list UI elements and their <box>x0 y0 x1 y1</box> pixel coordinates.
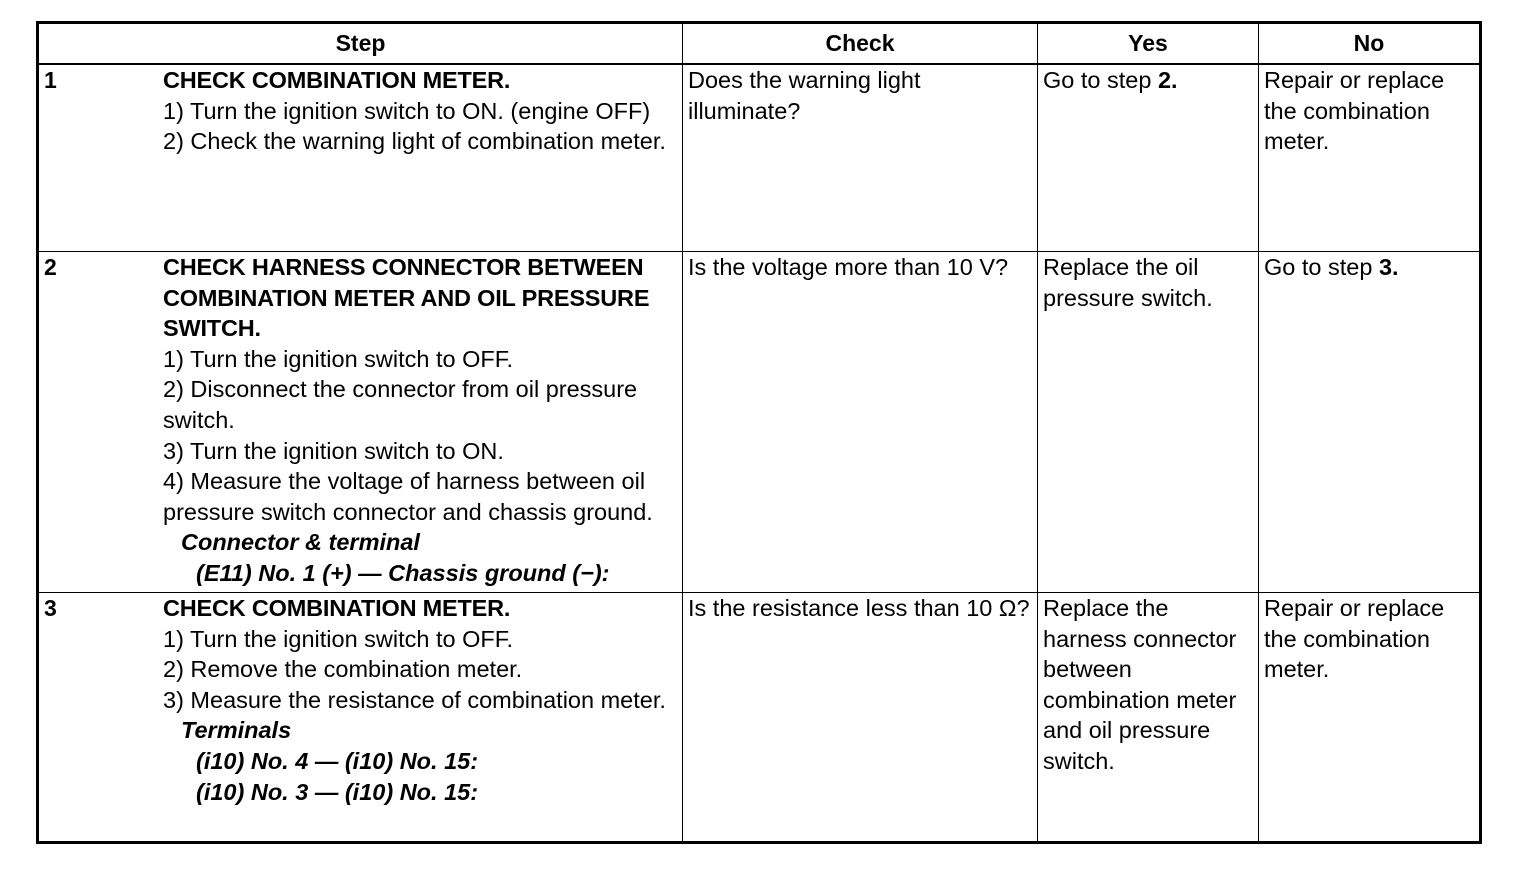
step-instruction: 3) Turn the ignition switch to ON. <box>163 437 504 464</box>
header-no: No <box>1259 23 1481 65</box>
step-title: CHECK COMBINATION METER. <box>163 595 511 621</box>
no-cell <box>1259 64 1481 252</box>
check-question: Does the warning light illuminate? <box>688 67 921 124</box>
spec-item: (i10) No. 4 — (i10) No. 15: <box>196 747 479 774</box>
table-row <box>38 252 1481 593</box>
no-text: Repair or replace the combination meter. <box>1264 595 1445 683</box>
check-cell <box>683 252 1038 593</box>
table-row <box>38 593 1481 843</box>
spec-item: (E11) No. 1 (+) — Chassis ground (−): <box>196 559 610 586</box>
no-text: Repair or replace the combination meter. <box>1264 67 1445 155</box>
step-instruction: 1) Turn the ignition switch to OFF. <box>163 345 514 372</box>
step-instruction: 1) Turn the ignition switch to ON. (engine OFF) <box>163 97 651 124</box>
spec-heading: Terminals <box>181 717 292 744</box>
yes-cell <box>1038 593 1259 843</box>
no-step-link: 3. <box>1378 254 1399 280</box>
header-check: Check <box>683 23 1038 65</box>
step-cell <box>38 64 683 252</box>
step-number: 1 <box>44 67 57 93</box>
step-instruction: 2) Disconnect the connector from oil pressure switch. <box>163 376 638 433</box>
check-question: Is the voltage more than 10 V? <box>688 254 1009 280</box>
step-number: 3 <box>44 595 57 621</box>
step-instruction: 4) Measure the voltage of harness between oil pressure switch connector and chassis ground. <box>163 468 653 525</box>
spec-item: (i10) No. 3 — (i10) No. 15: <box>196 778 479 805</box>
no-text: Go to step <box>1264 254 1379 280</box>
step-title: CHECK COMBINATION METER. <box>163 67 511 93</box>
no-cell <box>1259 593 1481 843</box>
step-instruction: 3) Measure the resistance of combination meter. <box>163 686 666 713</box>
yes-cell <box>1038 252 1259 593</box>
step-number: 2 <box>44 254 57 280</box>
header-row <box>38 23 1481 65</box>
diagnosis-table <box>36 21 1482 844</box>
check-cell <box>683 593 1038 843</box>
yes-text: Replace the harness connector between combination meter and oil pressure switch. <box>1043 595 1237 774</box>
check-question: Is the resistance less than 10 Ω? <box>688 595 1030 621</box>
header-step: Step <box>38 23 683 65</box>
step-instruction: 2) Remove the combination meter. <box>163 656 523 683</box>
no-cell <box>1259 252 1481 593</box>
yes-step-link: 2. <box>1157 67 1178 93</box>
step-cell <box>38 593 683 843</box>
step-cell <box>38 252 683 593</box>
step-title: CHECK HARNESS CONNECTOR BETWEEN COMBINATION METER AND OIL PRESSURE SWITCH. <box>163 254 650 342</box>
yes-text: Replace the oil pressure switch. <box>1043 254 1213 311</box>
step-instruction: 2) Check the warning light of combination meter. <box>163 128 666 155</box>
yes-cell <box>1038 64 1259 252</box>
spec-heading: Connector & terminal <box>181 529 420 556</box>
check-cell <box>683 64 1038 252</box>
header-yes: Yes <box>1038 23 1259 65</box>
table-row <box>38 64 1481 252</box>
yes-text: Go to step <box>1043 67 1158 93</box>
step-instruction: 1) Turn the ignition switch to OFF. <box>163 625 514 652</box>
